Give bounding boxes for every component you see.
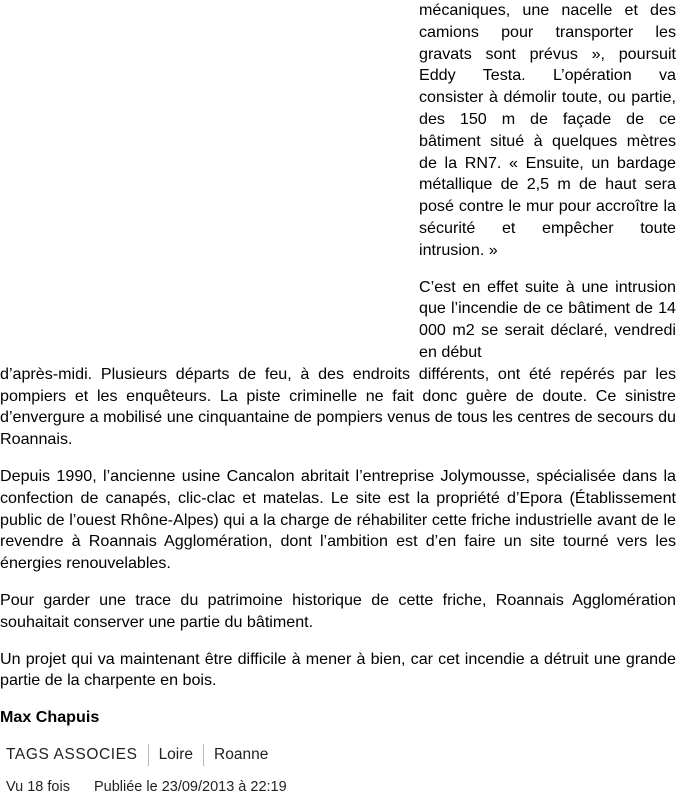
- article-meta: [0, 779, 287, 795]
- article-full-width: [0, 364, 676, 729]
- view-count: Vu 18 fois: [6, 779, 70, 795]
- article-author: Max Chapuis: [0, 708, 100, 727]
- article-float-column: [419, 0, 676, 364]
- tag-link-loire[interactable]: Loire: [149, 744, 204, 766]
- article-paragraph-4: Pour garder une trace du patrimoine historique de cette friche, Roannais Agglomération souhaitait conserver une partie du bâtiment.: [0, 590, 676, 631]
- article-paragraph-5: Un projet qui va maintenant être difficile à mener à bien, car cet incendie a détruit une grande partie de la charpente en bois.: [0, 649, 676, 690]
- article-paragraph-2-rest: d’après-midi. Plusieurs départs de feu, à des endroits différents, ont été repérés par les pompiers et les enquêteurs. La piste criminelle ne fait donc guère de doute. Ce sinistre d’envergure a mobilisé une cinquantaine de pompiers venus de tous les centres de secours du Roannais.: [0, 364, 676, 449]
- tag-link-roanne[interactable]: Roanne: [214, 746, 269, 763]
- article-paragraph-1: mécaniques, une nacelle et des camions pour transporter les gravats sont prévus », poursuit Eddy Testa. L’opération va consister à démolir toute, ou partie, des 150 m de façade de ce bâtiment situé à quelques mètres de la RN7. « Ensuite, un bardage métallique de 2,5 m de haut sera posé contre le mur pour accroître la sécurité et empêcher toute intrusion. »: [419, 1, 676, 259]
- article-paragraph-3: Depuis 1990, l’ancienne usine Cancalon abritait l’entreprise Jolymousse, spécialisée dans la confection de canapés, clic-clac et matelas. Le site est la propriété d’Epora (Établissement public de l’ouest Rhône-Alpes) qui a la charge de réhabiliter cette friche industrielle avant de le revendre à Roannais Agglomération, dont l’ambition est d’en faire un site tourné vers les énergies renouvelables.: [0, 466, 676, 573]
- tags-heading: TAGS ASSOCIES: [0, 744, 149, 766]
- article-paragraph-2-lead: C’est en effet suite à une intrusion que l’incendie de ce bâtiment de 14 000 m2 se serait déclaré, vendredi en début: [419, 277, 676, 361]
- tags-bar: [0, 742, 278, 768]
- publish-date: Publiée le 23/09/2013 à 22:19: [93, 779, 287, 795]
